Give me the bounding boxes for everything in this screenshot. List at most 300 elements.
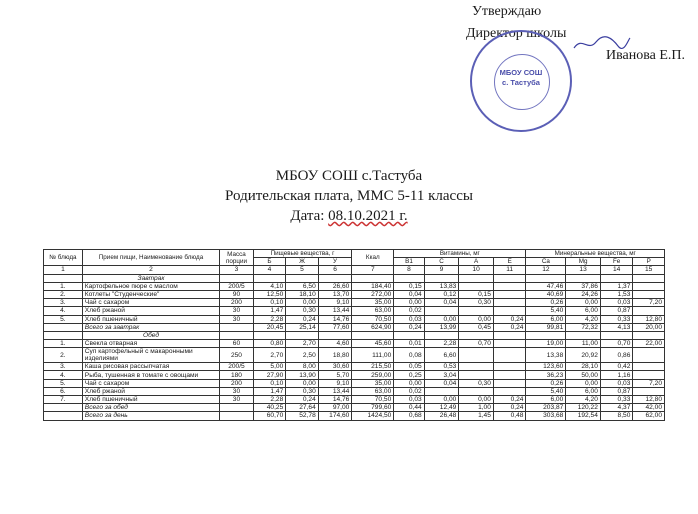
value-b1: 0,25 bbox=[394, 371, 424, 379]
menu-table bbox=[43, 249, 665, 421]
cell-empty bbox=[253, 274, 286, 282]
value-ve bbox=[493, 379, 526, 387]
value-zh: 18,10 bbox=[286, 290, 319, 298]
value-va: 0,30 bbox=[459, 299, 494, 307]
section-row bbox=[44, 274, 665, 282]
dish-mass: 180 bbox=[220, 371, 254, 379]
value-mg: 50,00 bbox=[566, 371, 601, 379]
value-ca: 0,26 bbox=[526, 299, 566, 307]
value-ve bbox=[493, 290, 526, 298]
value-fe: 0,87 bbox=[600, 387, 633, 395]
section-row bbox=[44, 331, 665, 339]
value-va: 0,00 bbox=[459, 396, 494, 404]
value-vc: 3,04 bbox=[424, 371, 459, 379]
cell-empty bbox=[220, 323, 254, 331]
dish-number: 4. bbox=[44, 307, 83, 315]
cell-empty bbox=[394, 331, 424, 339]
value-ca: 47,46 bbox=[526, 282, 566, 290]
value-vc: 0,04 bbox=[424, 379, 459, 387]
total-fe: 8,50 bbox=[600, 412, 633, 420]
total-va: 1,45 bbox=[459, 412, 494, 420]
total-vc: 13,99 bbox=[424, 323, 459, 331]
col-b: Б bbox=[253, 258, 286, 266]
value-mg: 4,20 bbox=[566, 396, 601, 404]
column-number: 9 bbox=[424, 266, 459, 274]
value-va bbox=[459, 348, 494, 363]
column-number: 8 bbox=[394, 266, 424, 274]
value-kcal: 111,00 bbox=[352, 348, 394, 363]
dish-name: Хлеб пшеничный bbox=[82, 396, 219, 404]
column-number: 7 bbox=[352, 266, 394, 274]
cell-empty bbox=[566, 331, 601, 339]
value-ca: 13,38 bbox=[526, 348, 566, 363]
column-number: 10 bbox=[459, 266, 494, 274]
value-b: 2,70 bbox=[253, 348, 286, 363]
cell-empty bbox=[459, 331, 494, 339]
value-fe: 0,42 bbox=[600, 363, 633, 371]
dish-mass: 60 bbox=[220, 340, 254, 348]
value-vc: 0,12 bbox=[424, 290, 459, 298]
dish-name: Котлеты "Студенческие" bbox=[82, 290, 219, 298]
value-b1: 0,05 bbox=[394, 363, 424, 371]
column-number: 11 bbox=[493, 266, 526, 274]
value-mg: 20,92 bbox=[566, 348, 601, 363]
col-ve: Е bbox=[493, 258, 526, 266]
approval-line-1: Утверждаю bbox=[472, 4, 542, 19]
value-zh: 0,00 bbox=[286, 379, 319, 387]
total-b: 40,25 bbox=[253, 404, 286, 412]
value-b: 0,10 bbox=[253, 379, 286, 387]
total-zh: 52,78 bbox=[286, 412, 319, 420]
value-va: 0,30 bbox=[459, 379, 494, 387]
value-fe: 0,70 bbox=[600, 340, 633, 348]
value-ca: 36,23 bbox=[526, 371, 566, 379]
col-p: P bbox=[633, 258, 665, 266]
value-va: 0,70 bbox=[459, 340, 494, 348]
value-fe: 0,03 bbox=[600, 379, 633, 387]
cell-empty bbox=[493, 274, 526, 282]
total-b: 60,70 bbox=[253, 412, 286, 420]
value-ve bbox=[493, 348, 526, 363]
col-mg: Mg bbox=[566, 258, 601, 266]
value-p bbox=[633, 282, 665, 290]
value-va bbox=[459, 371, 494, 379]
value-b1: 0,02 bbox=[394, 387, 424, 395]
cell-empty bbox=[220, 404, 254, 412]
header-row-1 bbox=[44, 250, 665, 258]
cell-empty bbox=[44, 323, 83, 331]
total-fe: 4,13 bbox=[600, 323, 633, 331]
table-row bbox=[44, 315, 665, 323]
value-ca: 6,00 bbox=[526, 315, 566, 323]
column-number: 2 bbox=[82, 266, 219, 274]
dish-mass: 200 bbox=[220, 379, 254, 387]
cell-empty bbox=[566, 274, 601, 282]
dish-mass: 200/5 bbox=[220, 363, 254, 371]
value-mg: 6,00 bbox=[566, 307, 601, 315]
total-p: 42,00 bbox=[633, 404, 665, 412]
total-b1: 0,68 bbox=[394, 412, 424, 420]
total-row bbox=[44, 323, 665, 331]
dish-name: Чай с сахаром bbox=[82, 299, 219, 307]
value-b: 12,50 bbox=[253, 290, 286, 298]
value-b1: 0,02 bbox=[394, 307, 424, 315]
cell-empty bbox=[220, 412, 254, 420]
dish-name: Чай с сахаром bbox=[82, 379, 219, 387]
col-mass: Масса порции bbox=[220, 250, 254, 266]
value-b: 1,47 bbox=[253, 387, 286, 395]
approval-line-2: Директор школы bbox=[466, 26, 567, 41]
col-no: № блюда bbox=[44, 250, 83, 266]
total-b1: 0,24 bbox=[394, 323, 424, 331]
cell-empty bbox=[633, 274, 665, 282]
value-ve bbox=[493, 282, 526, 290]
section-title: Обед bbox=[82, 331, 219, 339]
dish-number: 2. bbox=[44, 290, 83, 298]
value-u: 13,44 bbox=[318, 307, 352, 315]
value-kcal: 259,00 bbox=[352, 371, 394, 379]
total-zh: 27,64 bbox=[286, 404, 319, 412]
dish-number: 4. bbox=[44, 371, 83, 379]
col-zh: Ж bbox=[286, 258, 319, 266]
value-p: 22,00 bbox=[633, 340, 665, 348]
cell-empty bbox=[253, 331, 286, 339]
value-kcal: 70,50 bbox=[352, 396, 394, 404]
value-ve bbox=[493, 299, 526, 307]
cell-empty bbox=[318, 331, 352, 339]
value-va bbox=[459, 387, 494, 395]
table-row bbox=[44, 340, 665, 348]
total-mg: 72,32 bbox=[566, 323, 601, 331]
stamp-school: МБОУ СОШ bbox=[499, 68, 543, 77]
dish-number: 1. bbox=[44, 282, 83, 290]
value-u: 30,60 bbox=[318, 363, 352, 371]
dish-name: Хлеб ржаной bbox=[82, 387, 219, 395]
value-kcal: 215,50 bbox=[352, 363, 394, 371]
value-u: 5,70 bbox=[318, 371, 352, 379]
value-u: 18,80 bbox=[318, 348, 352, 363]
col-kcal: Ккал bbox=[352, 250, 394, 266]
cell-empty bbox=[352, 331, 394, 339]
value-p bbox=[633, 387, 665, 395]
dish-number: 5. bbox=[44, 315, 83, 323]
value-b1: 0,08 bbox=[394, 348, 424, 363]
total-ca: 303,68 bbox=[526, 412, 566, 420]
value-vc bbox=[424, 387, 459, 395]
dish-number: 7. bbox=[44, 396, 83, 404]
value-fe: 1,53 bbox=[600, 290, 633, 298]
value-vc: 0,00 bbox=[424, 315, 459, 323]
value-p: 7,20 bbox=[633, 379, 665, 387]
value-b: 2,28 bbox=[253, 315, 286, 323]
table-row bbox=[44, 282, 665, 290]
value-b1: 0,00 bbox=[394, 379, 424, 387]
value-zh: 0,24 bbox=[286, 396, 319, 404]
column-number: 12 bbox=[526, 266, 566, 274]
document-heading bbox=[0, 166, 698, 226]
col-name: Прием пищи, Наименование блюда bbox=[82, 250, 219, 266]
cell-empty bbox=[220, 274, 254, 282]
dish-name: Суп картофельный с макаронными изделиями bbox=[82, 348, 219, 363]
total-u: 174,60 bbox=[318, 412, 352, 420]
value-b: 2,28 bbox=[253, 396, 286, 404]
value-b1: 0,01 bbox=[394, 340, 424, 348]
value-kcal: 45,60 bbox=[352, 340, 394, 348]
dish-mass: 200/5 bbox=[220, 282, 254, 290]
dish-mass: 90 bbox=[220, 290, 254, 298]
value-u: 13,44 bbox=[318, 387, 352, 395]
total-kcal: 799,60 bbox=[352, 404, 394, 412]
column-number: 15 bbox=[633, 266, 665, 274]
value-kcal: 70,50 bbox=[352, 315, 394, 323]
value-ve: 0,24 bbox=[493, 315, 526, 323]
cell-empty bbox=[44, 274, 83, 282]
dish-number: 5. bbox=[44, 379, 83, 387]
value-fe: 0,87 bbox=[600, 307, 633, 315]
column-number: 3 bbox=[220, 266, 254, 274]
value-mg: 4,20 bbox=[566, 315, 601, 323]
value-p bbox=[633, 307, 665, 315]
dish-name: Рыба, тушенная в томате с овощами bbox=[82, 371, 219, 379]
cell-empty bbox=[44, 412, 83, 420]
cell-empty bbox=[286, 331, 319, 339]
column-number: 14 bbox=[600, 266, 633, 274]
value-va: 0,15 bbox=[459, 290, 494, 298]
value-b: 0,80 bbox=[253, 340, 286, 348]
value-b1: 0,00 bbox=[394, 299, 424, 307]
value-ve bbox=[493, 307, 526, 315]
cell-empty bbox=[493, 331, 526, 339]
value-u: 9,10 bbox=[318, 299, 352, 307]
value-vc: 6,60 bbox=[424, 348, 459, 363]
dish-number: 6. bbox=[44, 387, 83, 395]
table-row bbox=[44, 290, 665, 298]
value-ve: 0,24 bbox=[493, 396, 526, 404]
dish-mass: 250 bbox=[220, 348, 254, 363]
col-va: А bbox=[459, 258, 494, 266]
value-b1: 0,03 bbox=[394, 396, 424, 404]
value-va bbox=[459, 282, 494, 290]
col-fe: Fe bbox=[600, 258, 633, 266]
value-zh: 0,24 bbox=[286, 315, 319, 323]
value-ca: 40,69 bbox=[526, 290, 566, 298]
total-va: 1,00 bbox=[459, 404, 494, 412]
dish-number: 2. bbox=[44, 348, 83, 363]
value-u: 4,60 bbox=[318, 340, 352, 348]
value-mg: 24,26 bbox=[566, 290, 601, 298]
value-vc: 0,00 bbox=[424, 396, 459, 404]
dish-mass: 30 bbox=[220, 396, 254, 404]
total-mg: 192,54 bbox=[566, 412, 601, 420]
value-zh: 0,30 bbox=[286, 307, 319, 315]
value-mg: 6,00 bbox=[566, 387, 601, 395]
col-b1: В1 bbox=[394, 258, 424, 266]
total-kcal: 1424,50 bbox=[352, 412, 394, 420]
total-vc: 26,48 bbox=[424, 412, 459, 420]
dish-name: Свекла отварная bbox=[82, 340, 219, 348]
cell-empty bbox=[600, 274, 633, 282]
col-nutrients: Пищевые вещества, г bbox=[253, 250, 352, 258]
value-b1: 0,03 bbox=[394, 315, 424, 323]
cell-empty bbox=[318, 274, 352, 282]
col-minerals: Минеральные вещества, мг bbox=[526, 250, 665, 258]
table-row bbox=[44, 363, 665, 371]
value-fe: 0,33 bbox=[600, 396, 633, 404]
value-ca: 5,40 bbox=[526, 387, 566, 395]
cell-empty bbox=[526, 331, 566, 339]
value-ca: 19,00 bbox=[526, 340, 566, 348]
value-vc: 13,83 bbox=[424, 282, 459, 290]
value-kcal: 272,00 bbox=[352, 290, 394, 298]
approval-line-3: Иванова Е.П. bbox=[606, 48, 686, 63]
dish-mass: 200 bbox=[220, 299, 254, 307]
value-p bbox=[633, 371, 665, 379]
value-mg: 11,00 bbox=[566, 340, 601, 348]
table-row bbox=[44, 387, 665, 395]
dish-name: Каша рисовая рассыпчатая bbox=[82, 363, 219, 371]
value-ve bbox=[493, 371, 526, 379]
value-fe: 0,33 bbox=[600, 315, 633, 323]
total-label: Всего за обед bbox=[82, 404, 219, 412]
value-u: 14,76 bbox=[318, 315, 352, 323]
stamp-village: с. Тастуба bbox=[502, 78, 540, 87]
table-row bbox=[44, 348, 665, 363]
value-vc: 0,04 bbox=[424, 299, 459, 307]
total-b: 20,45 bbox=[253, 323, 286, 331]
value-zh: 6,50 bbox=[286, 282, 319, 290]
value-mg: 0,00 bbox=[566, 379, 601, 387]
column-number: 1 bbox=[44, 266, 83, 274]
total-fe: 4,37 bbox=[600, 404, 633, 412]
total-zh: 25,14 bbox=[286, 323, 319, 331]
value-zh: 8,00 bbox=[286, 363, 319, 371]
heading-subtitle: Родительская плата, ММС 5-11 классы bbox=[225, 188, 473, 204]
table-row bbox=[44, 379, 665, 387]
school-stamp bbox=[470, 30, 572, 132]
total-kcal: 624,90 bbox=[352, 323, 394, 331]
total-u: 97,00 bbox=[318, 404, 352, 412]
cell-empty bbox=[424, 331, 459, 339]
value-ca: 0,26 bbox=[526, 379, 566, 387]
dish-name: Хлеб ржаной bbox=[82, 307, 219, 315]
cell-empty bbox=[526, 274, 566, 282]
value-zh: 13,90 bbox=[286, 371, 319, 379]
value-p bbox=[633, 348, 665, 363]
value-b: 1,47 bbox=[253, 307, 286, 315]
total-label: Всего за день bbox=[82, 412, 219, 420]
total-label: Всего за завтрак bbox=[82, 323, 219, 331]
cell-empty bbox=[459, 274, 494, 282]
total-ve: 0,48 bbox=[493, 412, 526, 420]
section-title: Завтрак bbox=[82, 274, 219, 282]
value-p bbox=[633, 363, 665, 371]
cell-empty bbox=[44, 404, 83, 412]
total-p: 62,00 bbox=[633, 412, 665, 420]
value-mg: 0,00 bbox=[566, 299, 601, 307]
heading-date: Дата: 08.10.2021 г. bbox=[290, 208, 408, 224]
total-row bbox=[44, 412, 665, 420]
value-kcal: 63,00 bbox=[352, 307, 394, 315]
table-row bbox=[44, 371, 665, 379]
total-p: 20,00 bbox=[633, 323, 665, 331]
cell-empty bbox=[286, 274, 319, 282]
value-fe: 1,37 bbox=[600, 282, 633, 290]
dish-name: Картофельное пюре с маслом bbox=[82, 282, 219, 290]
value-p bbox=[633, 290, 665, 298]
col-u: У bbox=[318, 258, 352, 266]
value-vc: 2,28 bbox=[424, 340, 459, 348]
column-number: 13 bbox=[566, 266, 601, 274]
value-zh: 0,30 bbox=[286, 387, 319, 395]
cell-empty bbox=[220, 331, 254, 339]
value-kcal: 63,00 bbox=[352, 387, 394, 395]
value-b1: 0,04 bbox=[394, 290, 424, 298]
value-kcal: 184,40 bbox=[352, 282, 394, 290]
total-ca: 203,87 bbox=[526, 404, 566, 412]
value-va bbox=[459, 363, 494, 371]
total-row bbox=[44, 404, 665, 412]
table-body bbox=[44, 274, 665, 420]
table-row bbox=[44, 396, 665, 404]
cell-empty bbox=[352, 274, 394, 282]
value-va bbox=[459, 307, 494, 315]
total-u: 77,60 bbox=[318, 323, 352, 331]
value-ve bbox=[493, 340, 526, 348]
total-ca: 99,81 bbox=[526, 323, 566, 331]
value-ve bbox=[493, 387, 526, 395]
value-ve bbox=[493, 363, 526, 371]
table-row bbox=[44, 299, 665, 307]
value-mg: 37,86 bbox=[566, 282, 601, 290]
total-vc: 12,49 bbox=[424, 404, 459, 412]
dish-mass: 30 bbox=[220, 387, 254, 395]
total-va: 0,45 bbox=[459, 323, 494, 331]
total-ve: 0,24 bbox=[493, 404, 526, 412]
value-b: 4,10 bbox=[253, 282, 286, 290]
value-p: 7,20 bbox=[633, 299, 665, 307]
value-zh: 2,70 bbox=[286, 340, 319, 348]
value-u: 13,70 bbox=[318, 290, 352, 298]
signature-icon bbox=[572, 34, 632, 52]
col-ca: Ca bbox=[526, 258, 566, 266]
heading-school: МБОУ СОШ с.Тастуба bbox=[275, 168, 423, 184]
value-va: 0,00 bbox=[459, 315, 494, 323]
value-fe: 0,03 bbox=[600, 299, 633, 307]
cell-empty bbox=[600, 331, 633, 339]
cell-empty bbox=[44, 331, 83, 339]
cell-empty bbox=[394, 274, 424, 282]
dish-number: 1. bbox=[44, 340, 83, 348]
column-number: 4 bbox=[253, 266, 286, 274]
dish-mass: 30 bbox=[220, 315, 254, 323]
value-u: 14,76 bbox=[318, 396, 352, 404]
value-b: 0,10 bbox=[253, 299, 286, 307]
total-b1: 0,44 bbox=[394, 404, 424, 412]
value-p: 12,80 bbox=[633, 315, 665, 323]
value-b1: 0,15 bbox=[394, 282, 424, 290]
total-mg: 120,22 bbox=[566, 404, 601, 412]
value-vc bbox=[424, 307, 459, 315]
value-ca: 123,60 bbox=[526, 363, 566, 371]
cell-empty bbox=[424, 274, 459, 282]
value-vc: 0,53 bbox=[424, 363, 459, 371]
table-row bbox=[44, 307, 665, 315]
value-mg: 28,10 bbox=[566, 363, 601, 371]
value-zh: 2,50 bbox=[286, 348, 319, 363]
column-numbers-row bbox=[44, 266, 665, 274]
value-u: 26,60 bbox=[318, 282, 352, 290]
value-kcal: 35,00 bbox=[352, 299, 394, 307]
